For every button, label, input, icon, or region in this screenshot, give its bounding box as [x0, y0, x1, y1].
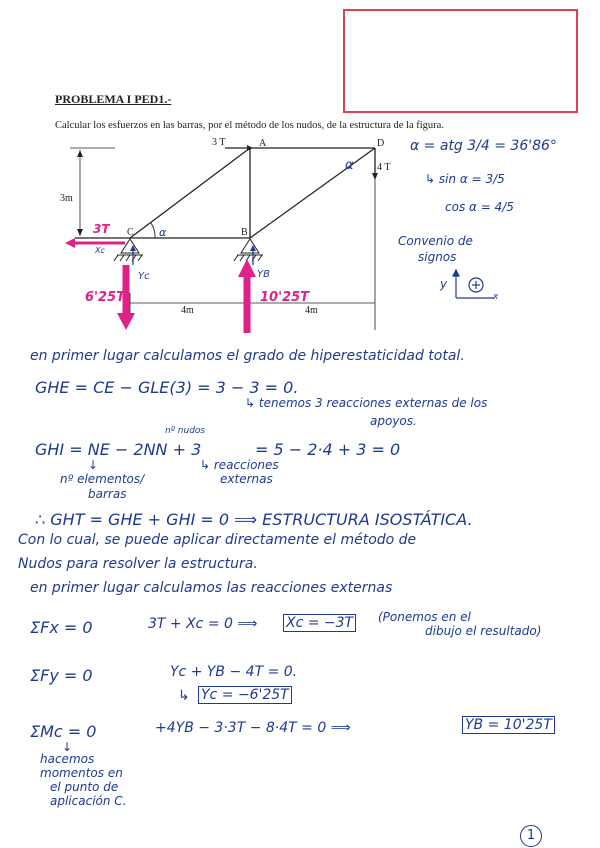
react-b-v-label: 10'25T — [260, 290, 310, 305]
line-reactions: en primer lugar calculamos las reacciones externas — [30, 580, 393, 596]
problem-statement: Calcular los esfuerzos en las barras, por el método de los nudos, de la estructura de la figura. — [55, 120, 444, 131]
react-yb-label: YB — [257, 269, 270, 280]
node-d-label: D — [377, 138, 385, 149]
sum-mc-note-3: el punto de — [50, 780, 119, 794]
sum-fy-label: ΣFy = 0 — [30, 666, 93, 685]
sum-fy-equation: Yc + YB − 4T = 0. — [170, 664, 298, 680]
sum-fy-arrow: ↳ — [178, 688, 190, 704]
node-a-label: A — [259, 138, 267, 149]
bar-bd — [250, 148, 375, 238]
node-b-label: B — [241, 227, 248, 238]
sum-fx-label: ΣFx = 0 — [30, 618, 93, 637]
ghe-note-2: apoyos. — [370, 414, 417, 428]
sum-mc-label: ΣMc = 0 — [30, 722, 97, 741]
span2-label: 4m — [305, 305, 318, 316]
node-c-label: C — [127, 227, 134, 238]
bar-ca — [130, 148, 250, 238]
sum-mc-equation: +4YB − 3·3T − 8·4T = 0 ⟹ — [155, 720, 351, 736]
sum-mc-note-2: momentos en — [40, 766, 123, 780]
alpha-c-label: α — [159, 226, 167, 239]
react-c-v-label: 6'25T — [85, 290, 125, 305]
red-frame — [343, 9, 578, 113]
react-yc-label: Yc — [138, 271, 150, 282]
sum-fy-result: Yc = −6'25T — [198, 686, 292, 704]
span1-label: 4m — [181, 305, 194, 316]
support-b — [234, 239, 263, 261]
ghi-equation: GHI = NE − 2NN + 3 — [35, 440, 202, 459]
ght-equation: ∴ GHT = GHE + GHI = 0 ⟹ ESTRUCTURA ISOSTÁTICA. — [35, 510, 473, 529]
ghe-note-1: ↳ tenemos 3 reacciones externas de los — [245, 396, 488, 410]
cos-definition: cos α = 4/5 — [445, 200, 514, 214]
sign-convention-1: Convenio de — [398, 234, 473, 248]
ghi-note-arrow: ↓ — [88, 458, 99, 472]
line-method-1: Con lo cual, se puede aplicar directamente el método de — [18, 532, 417, 548]
problem-title: PROBLEMA I PED1.- — [55, 92, 172, 106]
ghi-note-external: externas — [220, 472, 273, 486]
ghi-result: = 5 − 2·4 + 3 = 0 — [255, 440, 401, 459]
sum-mc-note-arrow: ↓ — [62, 740, 73, 754]
react-xc-label: Xc — [95, 246, 105, 255]
page-number: 1 — [520, 825, 542, 847]
truss-figure — [55, 135, 391, 335]
line-method-2: Nudos para resolver la estructura. — [18, 556, 258, 572]
sum-fx-note-2: dibujo el resultado) — [425, 624, 542, 638]
sum-mc-result: YB = 10'25T — [462, 716, 555, 734]
load-d-label: 4 T — [377, 162, 391, 173]
ghi-note-reactions: ↳ reacciones — [200, 458, 279, 472]
ghi-superscript: nº nudos — [165, 426, 206, 436]
load-a-label: 3 T — [212, 137, 226, 148]
ghe-equation: GHE = CE − GLE(3) = 3 − 3 = 0. — [35, 378, 299, 397]
alpha-d-label: α — [345, 158, 354, 173]
ghi-note-bars: barras — [88, 487, 127, 501]
sum-fx-note-1: (Ponemos en el — [378, 610, 471, 624]
sum-fx-result: Xc = −3T — [283, 614, 356, 632]
sum-mc-note-4: aplicación C. — [50, 794, 127, 808]
line-intro: en primer lugar calculamos el grado de hiperestaticidad total. — [30, 348, 465, 364]
sin-definition: ↳ sin α = 3/5 — [425, 172, 505, 186]
height-label: 3m — [60, 193, 73, 204]
ghi-note-elements: nº elementos/ — [60, 472, 145, 486]
alpha-definition: α = atg 3/4 = 36'86° — [410, 138, 557, 154]
axis-y-label: y — [440, 277, 448, 291]
sum-fx-equation: 3T + Xc = 0 ⟹ — [148, 616, 258, 632]
axis-x-label: x — [493, 292, 499, 302]
sign-convention-2: signos — [418, 250, 457, 264]
react-c-h-label: 3T — [93, 222, 110, 236]
sum-mc-note-1: hacemos — [40, 752, 95, 766]
